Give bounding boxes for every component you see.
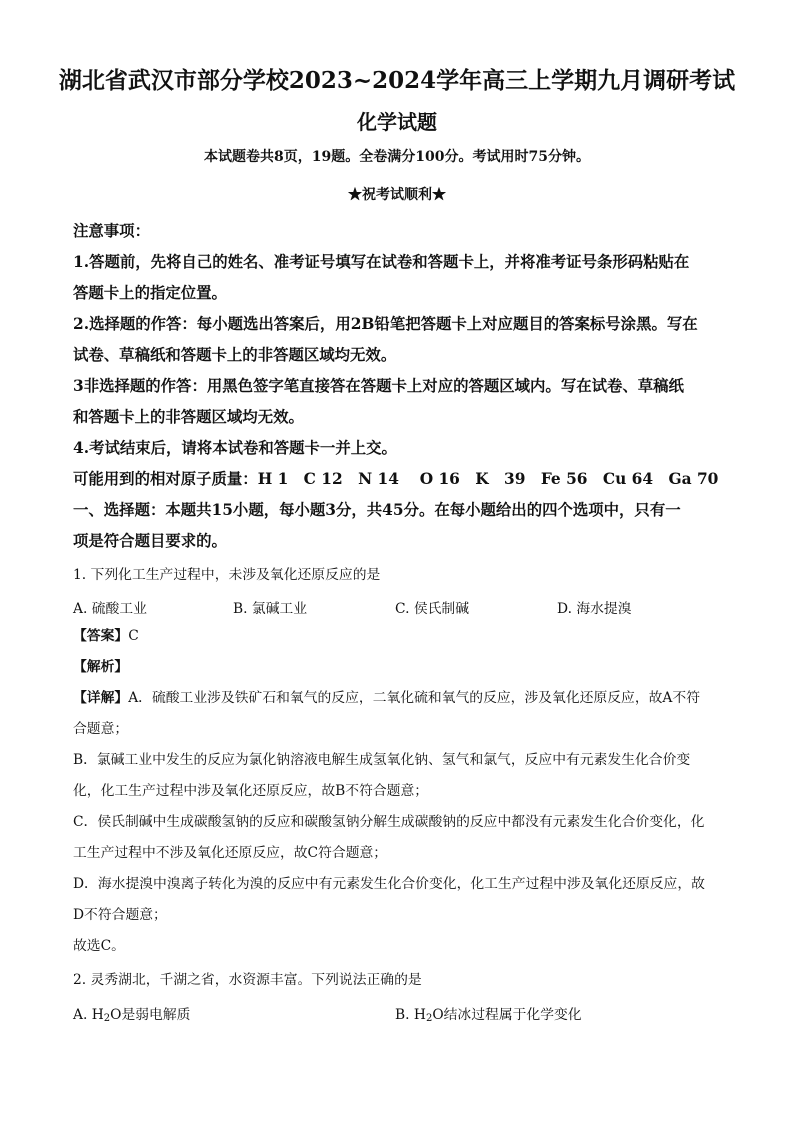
note-2-line-2: 试卷、草稿纸和答题卡上的非答题区域均无效。 bbox=[73, 346, 397, 364]
detail-b-line-2: 化，化工生产过程中涉及氧化还原反应，故B不符合题意； bbox=[73, 783, 429, 799]
notes-heading: 注意事项： bbox=[73, 222, 150, 240]
detail-c-line-1: C．侯氏制碱中生成碳酸氢钠的反应和碳酸氢钠分解生成碳酸钠的反应中都没有元素发生化合价变化，化 bbox=[73, 814, 705, 830]
question-1-option-c: C. 侯氏制碱 bbox=[395, 601, 470, 617]
note-3-line-2: 和答题卡上的非答题区域均无效。 bbox=[73, 408, 304, 426]
detail-a-line-1 bbox=[73, 690, 700, 707]
question-1-stem: 1. 下列化工生产过程中，未涉及氧化还原反应的是 bbox=[73, 567, 381, 583]
detail-a-line-2: 合题意； bbox=[73, 721, 129, 737]
analysis-label: 【解析】 bbox=[73, 659, 129, 675]
exam-wish: ★祝考试顺利★ bbox=[348, 187, 446, 203]
note-1-line-1: 1.答题前，先将自己的姓名、准考证号填写在试卷和答题卡上，并将准考证号条形码粘贴在 bbox=[73, 253, 690, 271]
page-subtitle: 化学试题 bbox=[357, 110, 437, 134]
detail-c-line-2: 工生产过程中不涉及氧化还原反应，故C符合题意； bbox=[73, 845, 388, 861]
detail-a-text: A．硫酸工业涉及铁矿石和氧气的反应，二氧化硫和氧气的反应，涉及氧化还原反应，故A不符 bbox=[128, 690, 700, 706]
question-2-option-b: B. $H_2O$结冰过程属于化学变化 bbox=[395, 1007, 582, 1024]
section-heading-line-1: 一、选择题：本题共15小题，每小题3分，共45分。在每小题给出的四个选项中，只有一 bbox=[73, 501, 681, 519]
question-1-option-b: B. 氯碱工业 bbox=[233, 601, 308, 617]
note-2-line-1: 2.选择题的作答：每小题选出答案后，用2B铅笔把答题卡上对应题目的答案标号涂黑。写在 bbox=[73, 315, 698, 333]
page-title: 湖北省武汉市部分学校2023~2024学年高三上学期九月调研考试 bbox=[58, 67, 736, 94]
question-2-option-a: A. $H_2O$是弱电解质 bbox=[73, 1007, 191, 1024]
question-1-option-a: A. 硫酸工业 bbox=[73, 601, 147, 617]
detail-b-line-1: B．氯碱工业中发生的反应为氯化钠溶液电解生成氢氧化钠、氢气和氯气，反应中有元素发生化合价变 bbox=[73, 752, 691, 768]
question-2-stem: 2. 灵秀湖北，千湖之省，水资源丰富。下列说法正确的是 bbox=[73, 972, 422, 988]
note-4: 4.考试结束后，请将本试卷和答题卡一并上交。 bbox=[73, 439, 397, 457]
detail-label: 【详解】 bbox=[73, 690, 129, 706]
detail-d-line-1: D．海水提溴中溴离子转化为溴的反应中有元素发生化合价变化，化工生产过程中涉及氧化还原反应，故 bbox=[73, 876, 705, 892]
atomic-mass-line: 可能用到的相对原子质量：H 1 C 12 N 14 O 16 K 39 Fe 56 Cu 64 Ga 70 bbox=[73, 470, 719, 488]
detail-d-line-2: D不符合题意； bbox=[73, 907, 167, 923]
answer-line bbox=[73, 628, 139, 645]
note-1-line-2: 答题卡上的指定位置。 bbox=[73, 284, 227, 302]
conclusion: 故选C。 bbox=[73, 938, 125, 954]
question-1-option-d: D. 海水提溴 bbox=[557, 601, 632, 617]
exam-info: 本试题卷共8页，19题。全卷满分100分。考试用时75分钟。 bbox=[204, 149, 590, 165]
section-heading-line-2: 项是符合题目要求的。 bbox=[73, 532, 227, 550]
answer-label: 【答案】 bbox=[73, 628, 129, 644]
answer-value: C bbox=[128, 628, 139, 644]
note-3-line-1: 3非选择题的作答：用黑色签字笔直接答在答题卡上对应的答题区域内。写在试卷、草稿纸 bbox=[73, 377, 684, 395]
